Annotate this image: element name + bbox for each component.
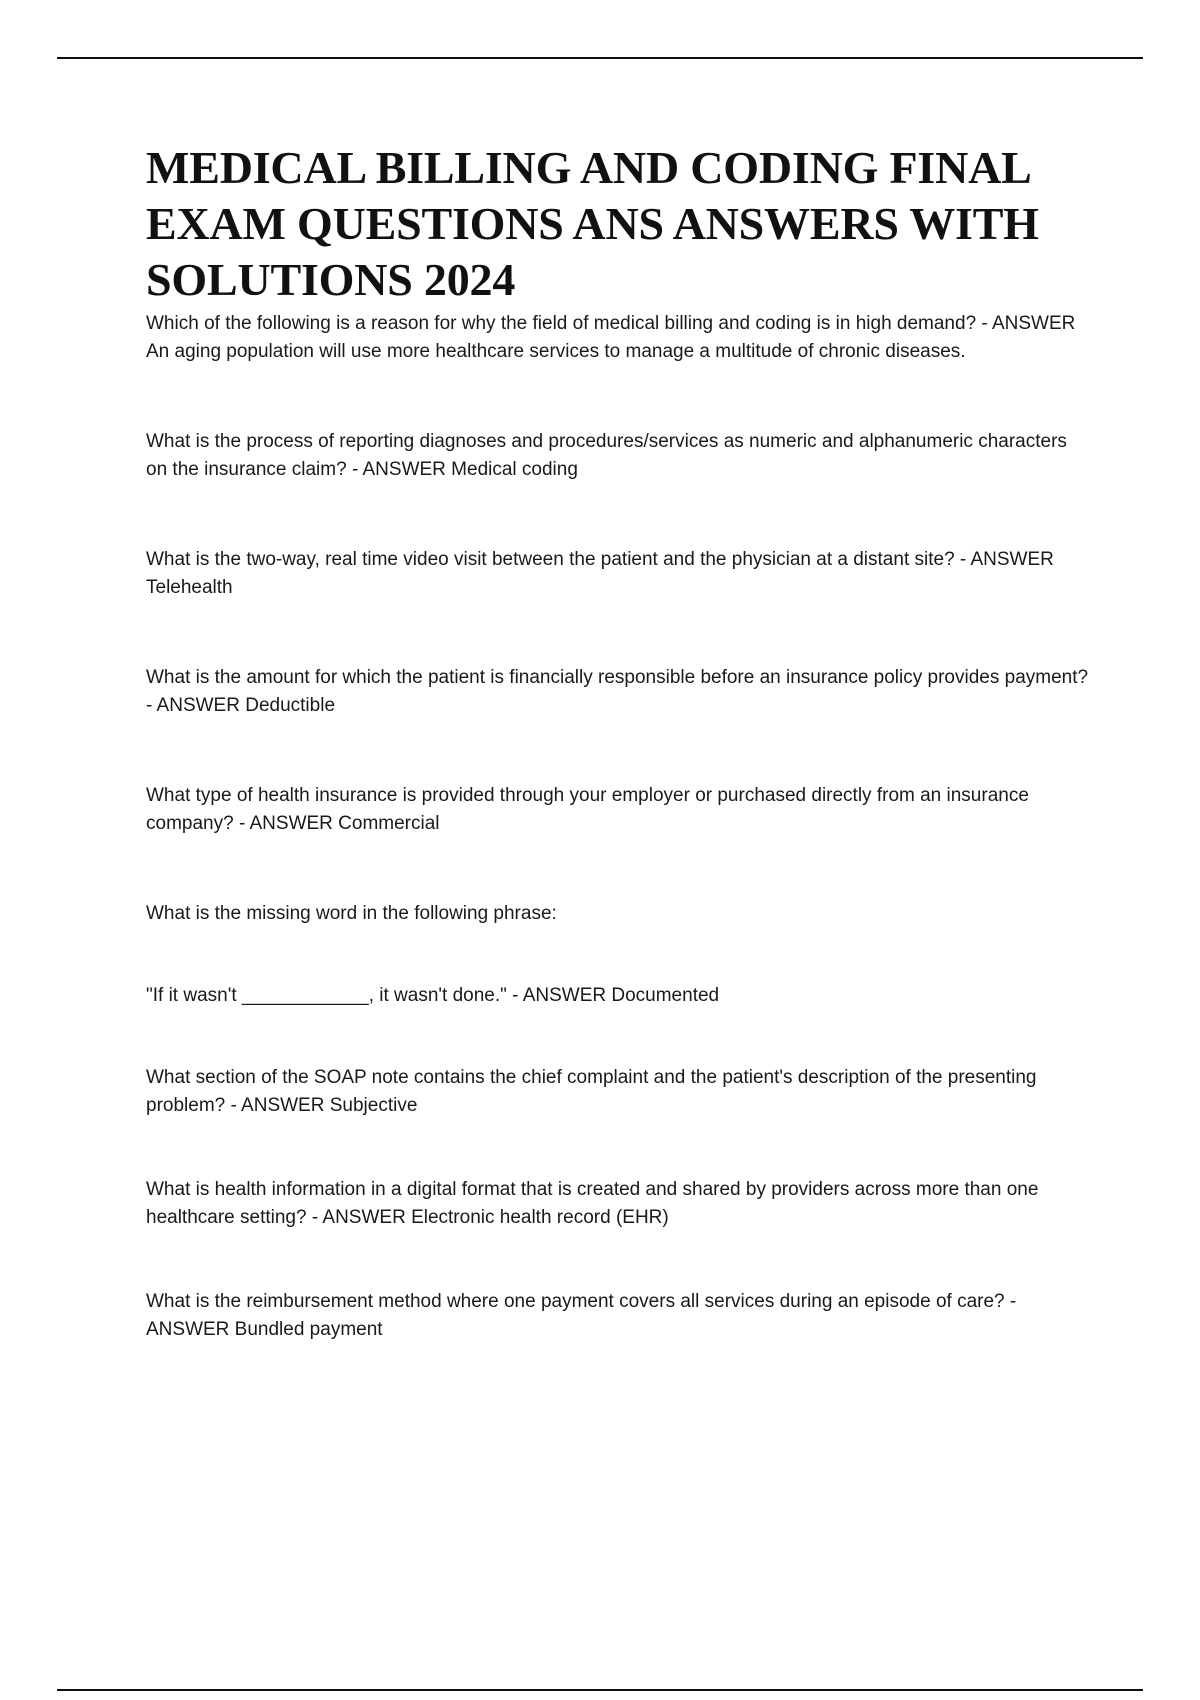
qa-item-8: What section of the SOAP note contains the chief complaint and the patient's description of the presenting problem? - ANSWER Subjective: [146, 1067, 1037, 1116]
qa-item-6: What is the missing word in the following phrase:: [146, 903, 557, 924]
qa-item-3: What is the two-way, real time video visit between the patient and the physician at a distant site? - ANSWER Telehealth: [146, 549, 1054, 598]
qa-item-5: What type of health insurance is provided through your employer or purchased directly from an insurance company? - ANSWER Commercial: [146, 785, 1029, 834]
qa-item-2: What is the process of reporting diagnoses and procedures/services as numeric and alphanumeric characters on the insurance claim? - ANSWER Medical coding: [146, 431, 1067, 480]
qa-item-4: What is the amount for which the patient is financially responsible before an insurance policy provides payment? - ANSWER Deductible: [146, 667, 1089, 716]
document-title: MEDICAL BILLING AND CODING FINAL EXAM QUESTIONS ANS ANSWERS WITH SOLUTIONS 2024: [146, 142, 1039, 305]
qa-list: [146, 310, 1090, 1344]
top-divider: [57, 57, 1143, 59]
document-body: [146, 140, 1090, 1344]
qa-item-9: What is health information in a digital format that is created and shared by providers across more than one healthcare setting? - ANSWER Electronic health record (EHR): [146, 1179, 1039, 1228]
qa-item-7: "If it wasn't ____________, it wasn't done." - ANSWER Documented: [146, 985, 720, 1006]
bottom-divider: [57, 1689, 1143, 1691]
qa-item-1: Which of the following is a reason for why the field of medical billing and coding is in high demand? - ANSWER An aging population will use more healthcare services to manage a multitude of chronic diseases.: [146, 313, 1076, 362]
qa-item-10: What is the reimbursement method where one payment covers all services during an episode of care? - ANSWER Bundled payment: [146, 1291, 1017, 1340]
